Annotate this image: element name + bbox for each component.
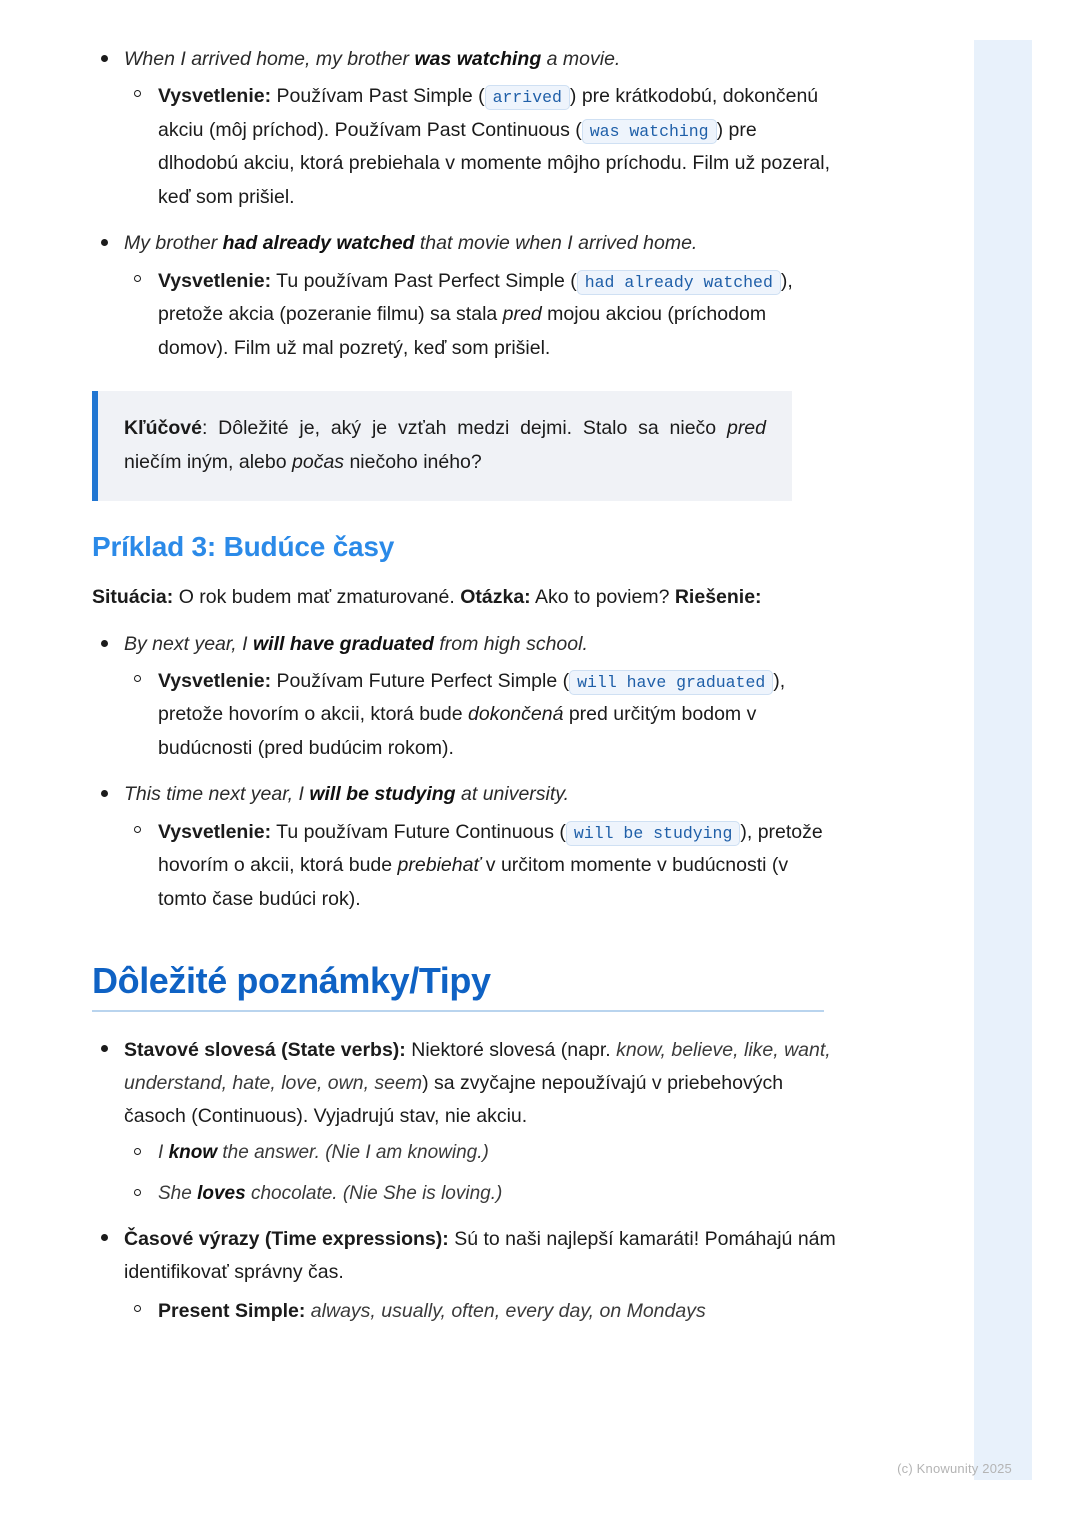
tips-list (90, 1034, 838, 1327)
example-sentence (124, 629, 838, 659)
emphasis: počas (292, 451, 345, 474)
tip-part: ) sa zvyčajne nepoužívajú v priebehových časoch (Continuous). Vyjadrujú stav, nie akciu. (124, 1071, 784, 1127)
sentence-part: .) (490, 1182, 503, 1204)
emphasis: She is loving (382, 1182, 491, 1204)
watermark: (c) Knowunity 2025 (897, 1461, 1012, 1476)
explanation-text (158, 816, 838, 917)
explanation-part: ) pre krátkodobú, dokončenú akciu (môj príchod). Používam Past Continuous ( (158, 85, 819, 141)
explanation-part: ), pretože hovorím o akcii, ktorá bude (158, 820, 823, 877)
tip-label: Časové výrazy (Time expressions): (124, 1228, 449, 1251)
document-content (90, 44, 838, 1341)
sentence-part: that movie when I arrived home. (414, 232, 698, 255)
key-callout (92, 391, 792, 501)
sentence-part: When I arrived home, my brother (124, 48, 415, 70)
code-token: had already watched (577, 270, 781, 295)
example3-intro (92, 581, 838, 614)
list-item (124, 1138, 838, 1168)
emphasis: dokončená (468, 703, 564, 726)
emphasis: pred (726, 417, 766, 440)
explanation-label: Vysvetlenie: (158, 820, 272, 843)
example3-list (90, 629, 838, 917)
code-token: will have graduated (569, 670, 773, 695)
sentence-part: My brother (124, 232, 223, 255)
sentence-highlight: had already watched (222, 232, 415, 255)
sentence-part: a movie. (541, 48, 621, 70)
sentence-highlight: will be studying (309, 783, 456, 806)
tip-examples-list (124, 1295, 838, 1328)
callout-label: Kľúčové (124, 417, 202, 440)
explanation-part: v určitom momente v budúcnosti (v tomto čase budúci rok). (158, 854, 789, 910)
emphasis: prebiehať (397, 854, 481, 877)
list-item (124, 80, 838, 214)
explanation-list (124, 665, 838, 766)
example2-list (90, 44, 838, 365)
list-item (124, 1179, 838, 1209)
explanation-list (124, 265, 838, 366)
emphasis: always, usually, often, every day, on Mondays (305, 1299, 706, 1322)
tip-text (124, 1223, 838, 1289)
section-divider (92, 1010, 824, 1012)
example-sentence (124, 44, 838, 74)
explanation-list (124, 80, 838, 214)
explanation-part: mojou akciou (príchodom domov). Film už mal pozretý, keď som prišiel. (158, 303, 767, 359)
tip-label: Stavové slovesá (State verbs): (124, 1039, 406, 1062)
list-item (124, 1295, 838, 1328)
emphasis: pred (502, 303, 542, 326)
explanation-part: Používam Future Perfect Simple ( (271, 669, 570, 692)
explanation-part: ), pretože hovorím o akcii, ktorá bude (158, 669, 786, 726)
intro-label: Situácia: (92, 586, 174, 609)
sentence-part: from high school. (433, 632, 588, 655)
explanation-part: pred určitým bodom v budúcnosti (pred budúcim rokom). (158, 703, 757, 759)
tip-example (158, 1295, 838, 1328)
section-heading-tips: Dôležité poznámky/Tipy (92, 960, 491, 1002)
list-item (124, 265, 838, 366)
list-item (90, 44, 838, 214)
list-item (90, 629, 838, 766)
tip-part: Niektoré slovesá (napr. (405, 1039, 617, 1062)
code-token: will be studying (566, 821, 740, 846)
sentence-part: .) (477, 1142, 489, 1164)
tip-example (158, 1179, 838, 1209)
explanation-label: Vysvetlenie: (158, 85, 272, 108)
intro-part: O rok budem mať zmaturované. (173, 586, 461, 609)
sentence-part: at university. (455, 783, 570, 806)
sentence-highlight: know (168, 1142, 218, 1164)
sentence-part: This time next year, I (124, 783, 310, 806)
list-item (90, 779, 838, 916)
sentence-part: She (158, 1182, 198, 1204)
example-sentence (124, 779, 838, 809)
sentence-highlight: was watching (414, 48, 542, 70)
list-item (124, 665, 838, 766)
intro-label: Otázka: (460, 586, 531, 609)
tip-examples-list (124, 1138, 838, 1209)
sentence-part: chocolate. (Nie (245, 1182, 383, 1204)
example-sentence (124, 228, 838, 258)
emphasis: I am knowing (365, 1142, 478, 1164)
sentence-part: I (158, 1142, 169, 1164)
section-heading-example3: Príklad 3: Budúce časy (92, 531, 395, 563)
explanation-part: Tu používam Future Continuous ( (271, 820, 566, 843)
explanation-text (158, 80, 838, 214)
callout-part: niečoho iného? (344, 451, 482, 474)
tip-example-label: Present Simple: (158, 1299, 306, 1322)
callout-part: : Dôležité je, aký je vzťah medzi dejmi. Stalo sa niečo (201, 417, 727, 440)
explanation-list (124, 816, 838, 917)
explanation-label: Vysvetlenie: (158, 269, 272, 292)
sentence-highlight: will have graduated (252, 632, 434, 655)
explanation-part: ), pretože akcia (pozeranie filmu) sa stala (158, 269, 793, 326)
list-item (90, 228, 838, 365)
explanation-label: Vysvetlenie: (158, 669, 272, 692)
explanation-part: ) pre dlhodobú akciu, ktorá prebiehala v momente môjho príchodu. Film už pozeral, keď som prišiel. (158, 118, 831, 208)
right-margin-strip (974, 40, 1032, 1480)
explanation-text (158, 665, 838, 766)
tip-part: Sú to naši najlepší kamaráti! Pomáhajú nám identifikovať správny čas. (124, 1228, 836, 1283)
list-item (124, 816, 838, 917)
sentence-part: By next year, I (124, 632, 253, 655)
intro-label: Riešenie: (674, 586, 762, 609)
callout-part: niečím iným, alebo (124, 451, 292, 474)
tip-text (124, 1034, 838, 1132)
sentence-highlight: loves (197, 1182, 246, 1204)
list-item (90, 1223, 838, 1327)
tip-example (158, 1138, 838, 1168)
code-token: arrived (485, 85, 570, 110)
explanation-text (158, 265, 838, 366)
code-token: was watching (582, 119, 717, 144)
explanation-part: Tu používam Past Perfect Simple ( (271, 269, 577, 292)
emphasis: know, believe, like, want, understand, hate, love, own, seem (124, 1039, 831, 1094)
sentence-part: the answer. (Nie (217, 1142, 366, 1164)
explanation-part: Používam Past Simple ( (271, 85, 485, 108)
list-item (90, 1034, 838, 1209)
intro-part: Ako to poviem? (530, 586, 675, 609)
